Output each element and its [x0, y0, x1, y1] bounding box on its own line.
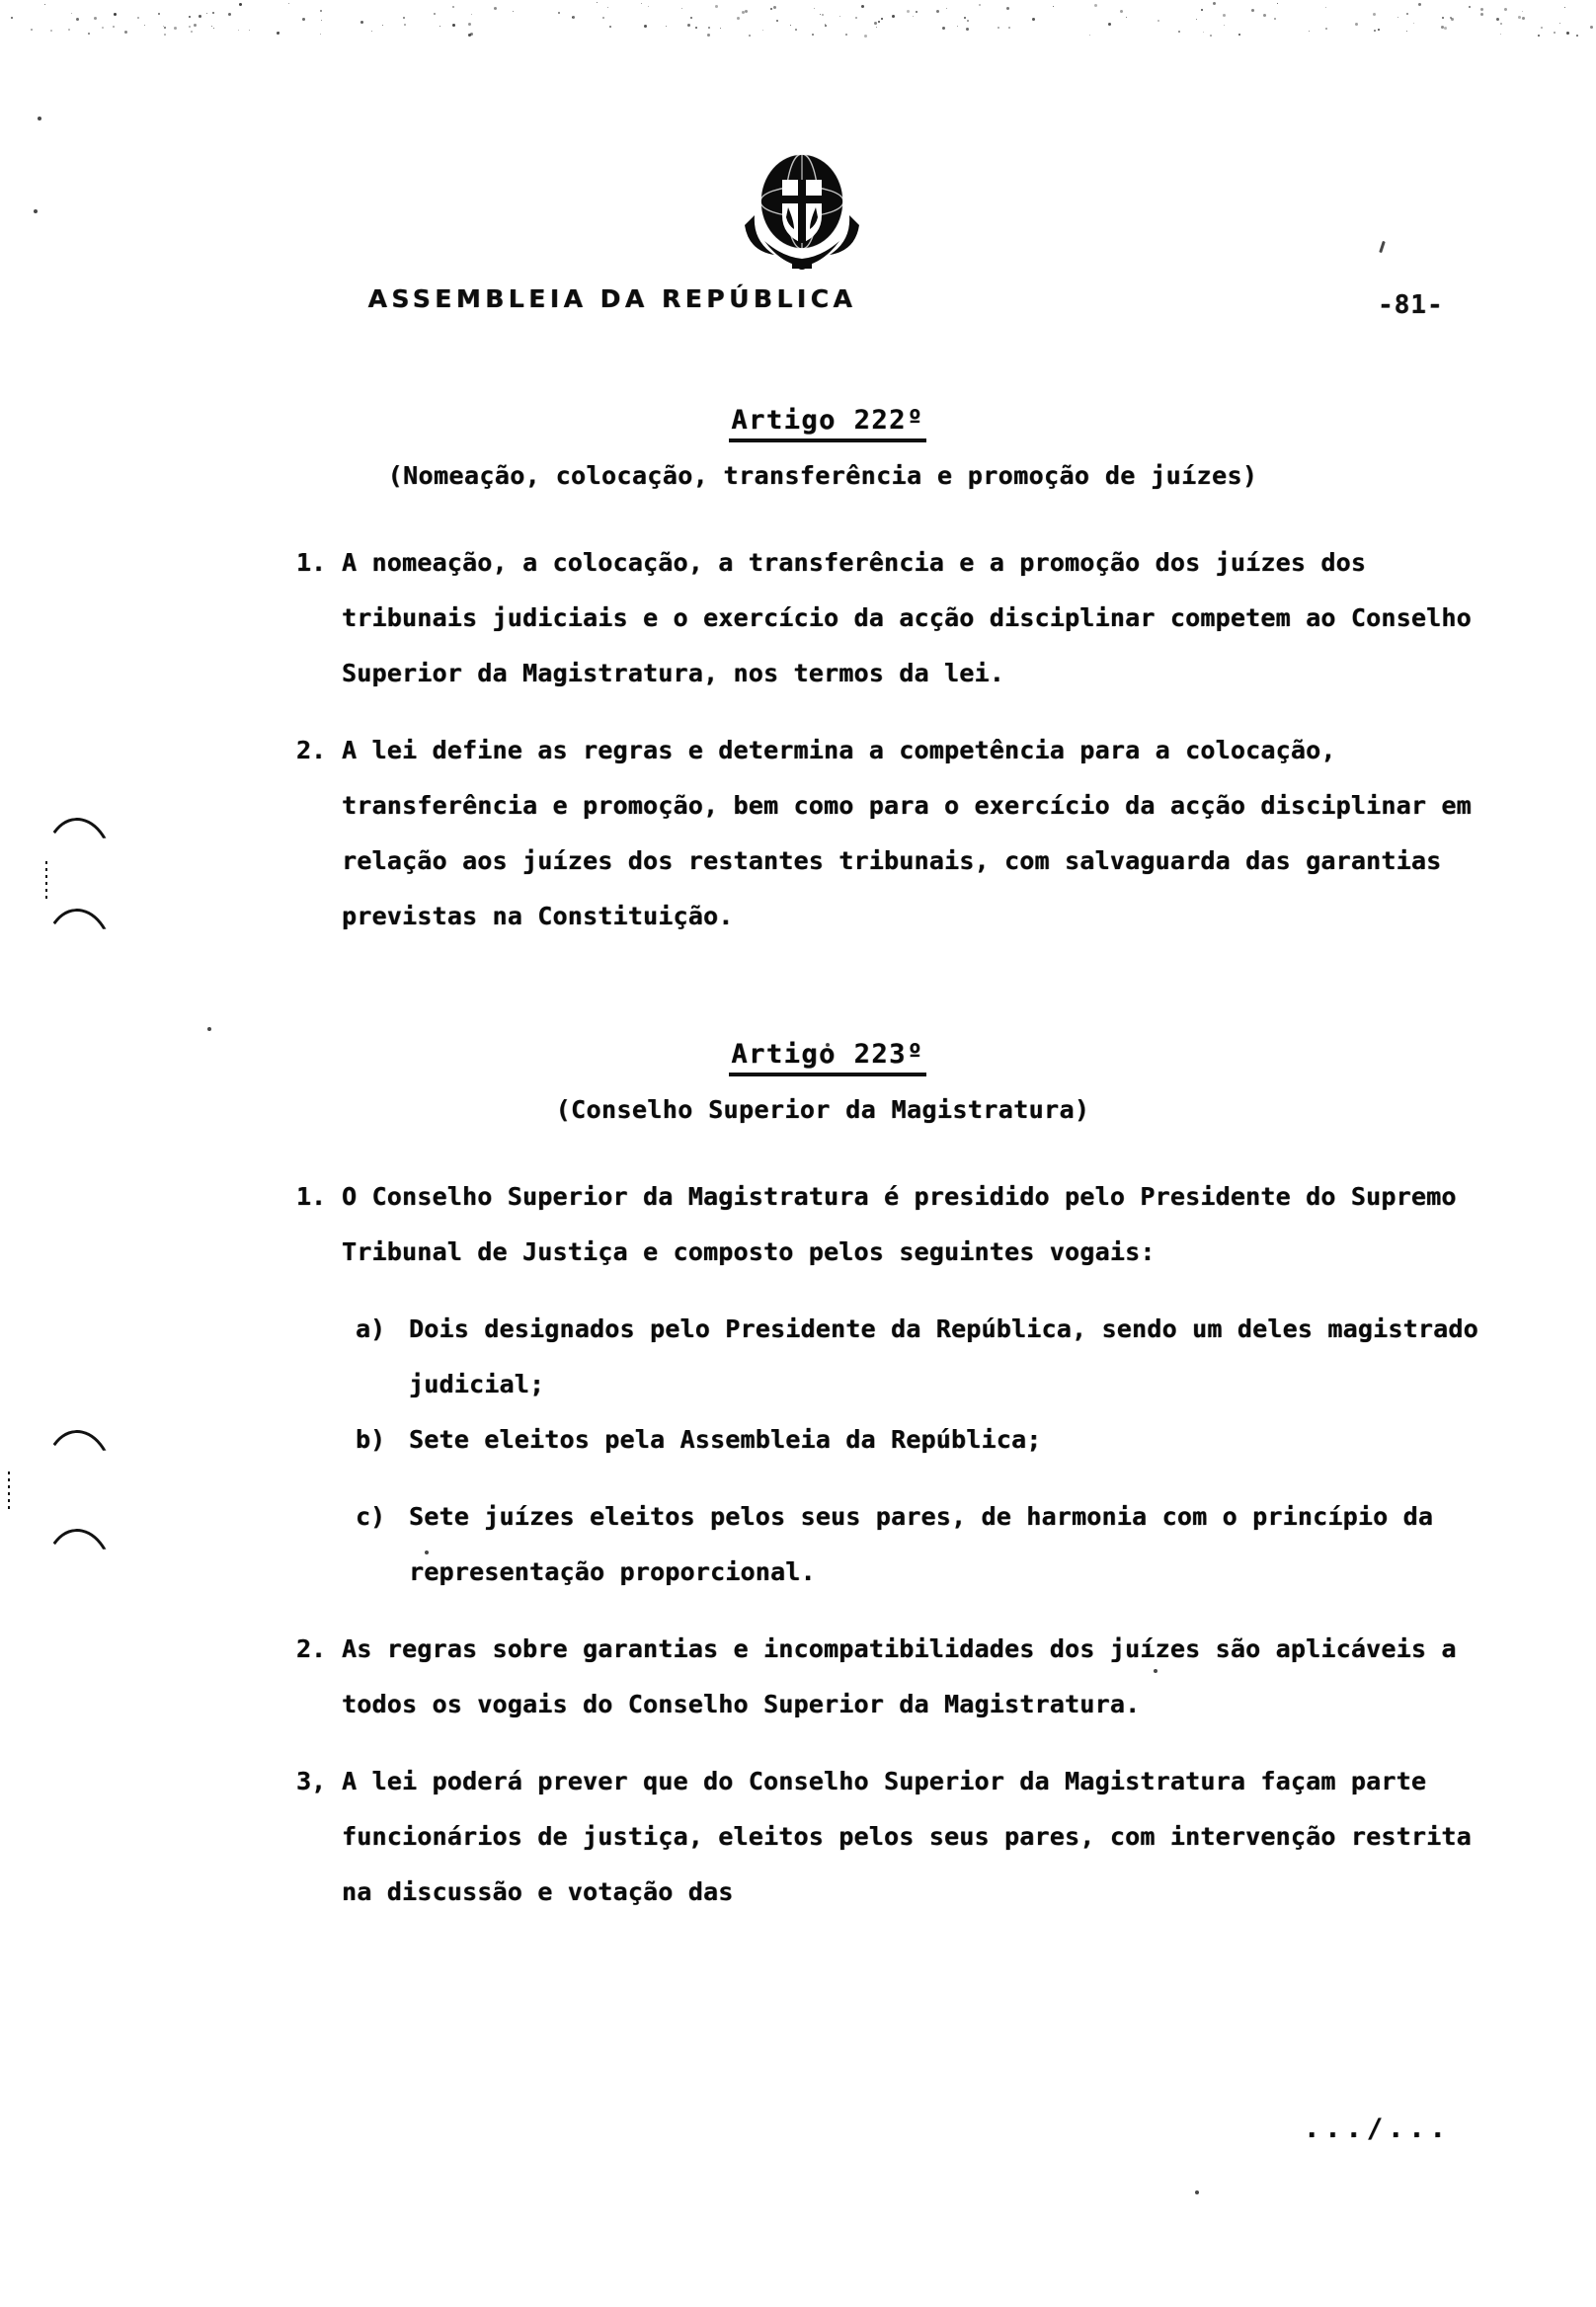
clause-number: c) — [356, 1502, 386, 1531]
clause-subitem — [356, 1489, 1507, 1600]
scan-speck — [1379, 241, 1386, 253]
clause-number: 1. — [296, 1182, 327, 1211]
scan-speck — [34, 209, 38, 213]
clause-number: 2. — [296, 736, 327, 764]
clause-number: 1. — [296, 548, 327, 577]
clause-text: A nomeação, a colocação, a transferência e a promoção dos juízes dos tribunais judiciais e o exercício da acção disciplinar competem ao Conselho Superior da Magistratura, nos termos da lei. — [342, 548, 1487, 687]
article-subheading: (Nomeação, colocação, transferência e promoção de juízes) — [387, 461, 1258, 490]
clause-text: Dois designados pelo Presidente da República, sendo um deles magistrado judicial; — [409, 1314, 1494, 1398]
page-number: -81- — [1378, 290, 1444, 320]
clause — [296, 1754, 1507, 1920]
clause — [296, 1169, 1507, 1280]
scan-speck — [1195, 2190, 1199, 2194]
clause-text: Sete juízes eleitos pelos seus pares, de harmonia com o princípio da representação proporcional. — [409, 1502, 1449, 1586]
clause-subitem — [356, 1302, 1507, 1412]
clause-text: A lei poderá prever que do Conselho Superior da Magistratura façam parte funcionários de justiça, eleitos pelos seus pares, com intervenção restrita na discussão e votação das — [342, 1767, 1487, 1906]
page-title: ASSEMBLEIA DA REPÚBLICA — [367, 284, 857, 313]
clause-subitem — [356, 1412, 1507, 1468]
portuguese-coat-of-arms-emblem — [739, 150, 865, 271]
clause-number: 3, — [296, 1767, 327, 1795]
article-subheading: (Conselho Superior da Magistratura) — [555, 1095, 1090, 1124]
clause-text: O Conselho Superior da Magistratura é presidido pelo Presidente do Supremo Tribunal de Justiça e composto pelos seguintes vogais: — [342, 1182, 1472, 1266]
article-heading — [0, 405, 1596, 436]
clause-number: 2. — [296, 1634, 327, 1663]
scan-noise-band — [0, 0, 1596, 45]
clause-text: Sete eleitos pela Assembleia da República; — [409, 1425, 1042, 1454]
scan-speck — [38, 117, 41, 120]
document-body — [0, 405, 1596, 1920]
clause-text: As regras sobre garantias e incompatibilidades dos juízes são aplicáveis a todos os vogais do Conselho Superior da Magistratura. — [342, 1634, 1472, 1718]
clause — [296, 723, 1507, 944]
continuation-mark: .../... — [1304, 2113, 1451, 2144]
clause-number: b) — [356, 1425, 386, 1454]
clause-number: a) — [356, 1314, 386, 1343]
article-heading — [0, 1039, 1596, 1070]
clause — [296, 1622, 1507, 1732]
article-heading-text: Artigo 223º — [729, 1039, 925, 1076]
clause — [296, 535, 1507, 701]
clause-text: A lei define as regras e determina a competência para a colocação, transferência e promoção, bem como para o exercício da acção disciplinar em relação aos juízes dos restantes tribunais, com salvaguarda das garantias previstas na Constituição. — [342, 736, 1487, 930]
article-heading-text: Artigo 222º — [729, 405, 925, 442]
